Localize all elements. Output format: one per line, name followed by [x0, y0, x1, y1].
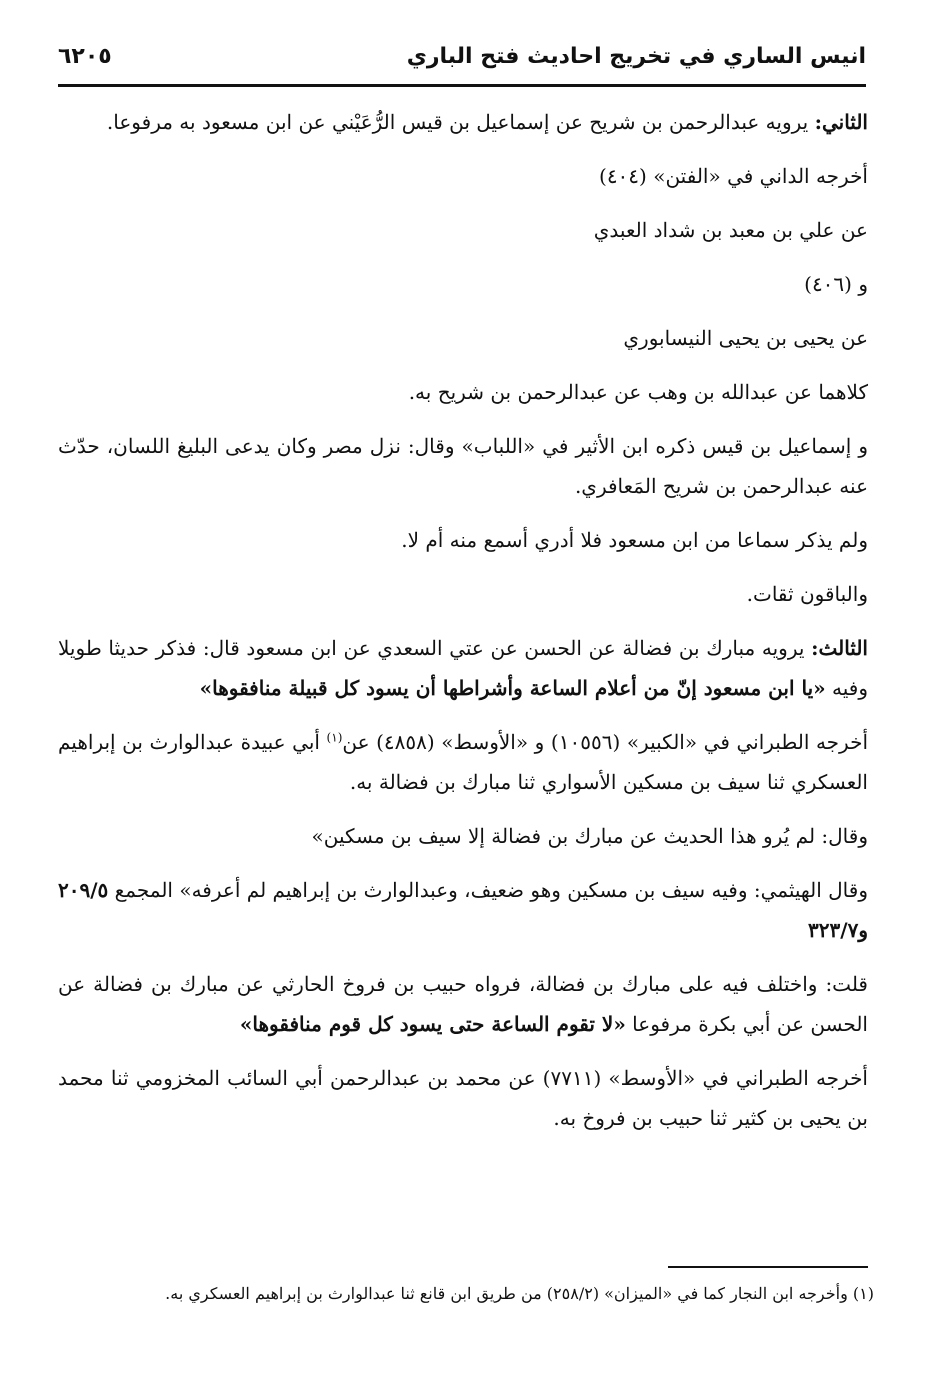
- paragraph-tabarani-said: [58, 816, 868, 856]
- hadith-text-bold: «يا ابن مسعود إنّ من أعلام الساعة وأشراطها أن يسود كل قبيلة منافقوها»: [199, 676, 826, 700]
- paragraph-text: قلت: واختلف فيه على مبارك بن فضالة، فرواه حبيب بن فروخ الحارثي عن مبارك بن فضالة عن الحسن عن أبي بكرة مرفوعا: [58, 972, 868, 1036]
- paragraph-text: والباقون ثقات.: [746, 582, 868, 606]
- footnote: [64, 1280, 874, 1308]
- paragraph-others-reliable: [58, 574, 868, 614]
- paragraph-text: يرويه مبارك بن فضالة عن الحسن عن عتي السعدي عن ابن مسعود قال: فذكر حديثا طويلا وفيه: [58, 636, 868, 700]
- paragraph-both-from: [58, 372, 868, 412]
- footnote-divider: [668, 1266, 868, 1268]
- paragraph-ref-406: [58, 264, 868, 304]
- paragraph-text: أخرجه الطبراني في «الكبير» (١٠٥٥٦) و «الأوسط» (٤٨٥٨) عن: [342, 730, 869, 754]
- paragraph-ismail-bio: [58, 426, 868, 506]
- paragraph-text: ولم يذكر سماعا من ابن مسعود فلا أدري أسمع منه أم لا.: [401, 528, 868, 552]
- paragraph-haythami: [58, 870, 868, 950]
- paragraph-lead: الثاني:: [814, 110, 868, 134]
- paragraph-text-continued: أبي عبيدة عبدالوارث بن إبراهيم العسكري ثنا سيف بن مسكين الأسواري ثنا مبارك بن فضالة به.: [58, 730, 868, 794]
- header-title: انيس الساري في تخريج احاديث فتح الباري: [406, 44, 866, 69]
- paragraph-text: عن علي بن معبد بن شداد العبدي: [593, 218, 868, 242]
- footnote-number: (١): [852, 1284, 874, 1303]
- paragraph-text: كلاهما عن عبدالله بن وهب عن عبدالرحمن بن شريح به.: [408, 380, 868, 404]
- paragraph-text: وقال: لم يُرو هذا الحديث عن مبارك بن فضالة إلا سيف بن مسكين»: [311, 824, 868, 848]
- paragraph-third-route: [58, 628, 868, 708]
- paragraph-author-note: [58, 964, 868, 1044]
- paragraph-text: وقال الهيثمي: وفيه سيف بن مسكين وهو ضعيف، وعبدالوارث بن إبراهيم لم أعرفه» المجمع: [108, 878, 868, 902]
- paragraph-text: أخرجه الداني في «الفتن» (٤٠٤): [599, 164, 868, 188]
- paragraph-text: يرويه عبدالرحمن بن شريح عن إسماعيل بن قيس الرُّعَيْني عن ابن مسعود به مرفوعا.: [106, 110, 815, 134]
- footnote-marker: (١): [326, 730, 343, 745]
- footnote-text: وأخرجه ابن النجار كما في «الميزان» (٢٥٨/٢) من طريق ابن قانع ثنا عبدالوارث بن إبراهيم العسكري به.: [165, 1284, 848, 1303]
- majma-reference: ٢٠٩/٥ و٣٢٣/٧: [58, 878, 868, 942]
- main-text: [58, 102, 868, 1152]
- paragraph-takhrij-dani: [58, 156, 868, 196]
- paragraph-narrator-1: [58, 210, 868, 250]
- page-number: ٦٢٠٥: [58, 44, 112, 69]
- paragraph-text: و (٤٠٦): [804, 272, 868, 296]
- paragraph-text: أخرجه الطبراني في «الأوسط» (٧٧١١) عن محمد بن عبدالرحمن أبي السائب المخزومي ثنا محمد بن يحيى بن كثير ثنا حبيب بن فروخ به.: [58, 1066, 868, 1130]
- paragraph-text: عن يحيى بن يحيى النيسابوري: [623, 326, 868, 350]
- paragraph-text: و إسماعيل بن قيس ذكره ابن الأثير في «اللباب» وقال: نزل مصر وكان يدعى البليغ اللسان، حدّث عنه عبدالرحمن بن شريح المَعافري.: [58, 434, 868, 498]
- paragraph-second-route: [58, 102, 868, 142]
- paragraph-takhrij-tabarani: [58, 722, 868, 802]
- paragraph-lead: الثالث:: [811, 636, 868, 660]
- hadith-text-bold: «لا تقوم الساعة حتى يسود كل قوم منافقوها»: [239, 1012, 626, 1036]
- running-header: [58, 40, 866, 87]
- paragraph-no-hearing: [58, 520, 868, 560]
- paragraph-takhrij-awsat: [58, 1058, 868, 1138]
- paragraph-narrator-2: [58, 318, 868, 358]
